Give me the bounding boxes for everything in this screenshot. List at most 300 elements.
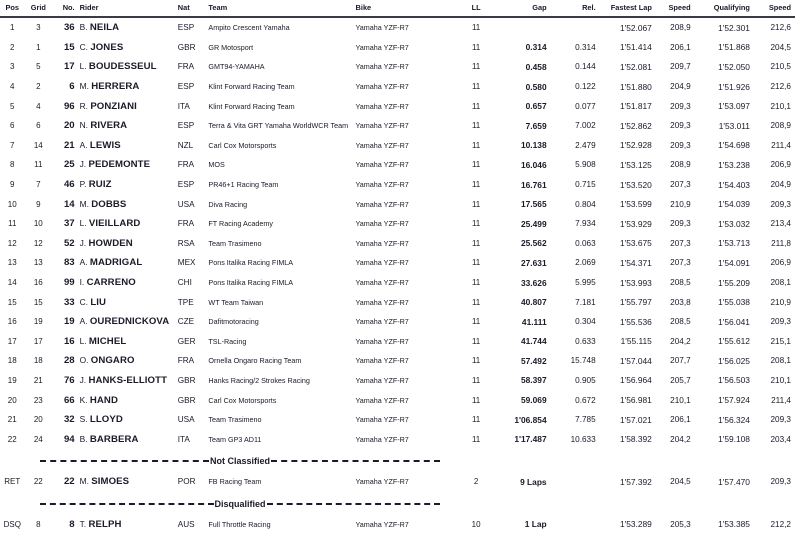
table-row[interactable]: [0, 57, 795, 77]
cell-fastest-lap: 1'52.862: [619, 120, 652, 131]
cell-gap: 27.631: [520, 257, 547, 268]
cell-fastest-lap: 1'53.993: [619, 277, 652, 288]
cell-fastest-lap: 1'53.125: [619, 159, 652, 170]
table-row[interactable]: [0, 136, 795, 156]
cell-qualifying: 1'53.713: [718, 238, 750, 249]
cell-speed-race: 209,3: [670, 219, 691, 229]
cell-rel: 0.304: [575, 317, 596, 327]
cell-fastest-lap: 1'52.067: [619, 22, 652, 33]
cell-rel: 0.804: [575, 199, 596, 209]
cell-bike: Yamaha YZF-R7: [355, 199, 409, 209]
cell-bike: Yamaha YZF-R7: [355, 219, 409, 229]
cell-gap: 1'17.487: [514, 434, 547, 445]
rider-initial: J.: [79, 374, 89, 385]
cell-nationality: ITA: [177, 101, 190, 111]
rider-surname: CARRENO: [86, 277, 136, 289]
cell-qualifying: 1'55.209: [718, 277, 750, 288]
cell-speed-race: 207,3: [670, 180, 691, 190]
cell-bike: Yamaha YZF-R7: [355, 238, 409, 248]
cell-fastest-lap: 1'58.392: [619, 434, 652, 445]
cell-gap: 0.657: [525, 101, 547, 112]
rider-surname: MADRIGAL: [89, 257, 143, 269]
cell-position: 1: [10, 23, 15, 33]
cell-fastest-lap: 1'52.928: [619, 140, 652, 151]
cell-nationality: GBR: [177, 375, 196, 385]
column-header-speed-race[interactable]: Speed: [668, 3, 691, 12]
rider-surname: HERRERA: [91, 81, 140, 93]
cell-rider: [77, 253, 178, 273]
cell-laps-led: 11: [471, 238, 481, 248]
cell-grid: 3: [36, 23, 41, 33]
cell-team: Carl Cox Motorsports: [208, 395, 277, 405]
rider-initial: K.: [79, 394, 90, 405]
cell-bike: Yamaha YZF-R7: [355, 23, 409, 33]
column-header-grid[interactable]: Grid: [30, 3, 46, 12]
cell-speed-race: 204,9: [670, 82, 691, 92]
cell-number: 28: [63, 355, 75, 367]
cell-number: 33: [63, 296, 75, 308]
cell-nationality: ESP: [177, 23, 195, 33]
cell-grid: 7: [36, 180, 41, 190]
cell-speed-race: 203,8: [670, 297, 691, 307]
cell-bike: Yamaha YZF-R7: [355, 62, 409, 72]
rider-initial: B.: [79, 22, 90, 33]
cell-rider: [77, 116, 178, 136]
cell-nationality: CHI: [177, 278, 192, 288]
column-header-qualifying[interactable]: Qualifying: [713, 3, 750, 12]
column-header-fastest-lap[interactable]: Fastest Lap: [610, 3, 652, 12]
column-header-ll[interactable]: LL: [471, 3, 481, 12]
table-row[interactable]: [0, 515, 795, 534]
cell-bike: Yamaha YZF-R7: [355, 140, 409, 150]
column-header-number[interactable]: No.: [62, 3, 75, 12]
cell-rel: 0.672: [575, 395, 596, 405]
table-row[interactable]: [0, 292, 795, 312]
cell-speed-qual: 206,9: [770, 258, 791, 268]
cell-speed-qual: 204,5: [770, 42, 791, 52]
rider-surname: RUIZ: [88, 179, 112, 191]
cell-team: GR Motosport: [208, 42, 254, 52]
cell-grid: 24: [33, 434, 43, 444]
cell-fastest-lap: 1'54.371: [619, 257, 652, 268]
cell-speed-race: 210,1: [670, 395, 691, 405]
cell-bike: Yamaha YZF-R7: [355, 317, 409, 327]
cell-speed-qual: 208,1: [770, 278, 791, 288]
cell-gap: 17.565: [520, 199, 547, 210]
cell-fastest-lap: 1'55.797: [619, 297, 652, 308]
cell-speed-qual: 210,5: [770, 62, 791, 72]
rider-initial: L.: [79, 335, 89, 346]
cell-qualifying: 1'56.324: [718, 414, 750, 425]
cell-number: 32: [63, 414, 75, 426]
cell-gap: 0.458: [525, 61, 547, 72]
cell-qualifying: 1'54.698: [718, 140, 750, 151]
table-header: [0, 0, 795, 17]
cell-rel: 0.314: [575, 42, 596, 52]
cell-number: 15: [63, 41, 75, 53]
cell-qualifying: 1'53.011: [718, 120, 750, 131]
cell-gap: 16.761: [520, 179, 547, 190]
table-row[interactable]: [0, 253, 795, 273]
cell-grid: 23: [33, 395, 43, 405]
cell-bike: Yamaha YZF-R7: [355, 434, 409, 444]
cell-team: Diva Racing: [208, 199, 248, 209]
rider-surname: LLOYD: [89, 414, 123, 426]
table-row[interactable]: [0, 273, 795, 293]
cell-grid: 6: [36, 121, 41, 131]
table-row[interactable]: [0, 155, 795, 175]
cell-number: 6: [69, 81, 75, 93]
rider-initial: N.: [79, 120, 91, 131]
cell-team: TSL-Racing: [208, 336, 247, 346]
cell-nationality: FRA: [177, 356, 195, 366]
cell-laps-led: 11: [471, 297, 481, 307]
rider-initial: P.: [79, 179, 89, 190]
cell-nationality: ITA: [177, 434, 190, 444]
cell-speed-qual: 212,6: [770, 82, 791, 92]
rider-surname: DOBBS: [91, 198, 127, 210]
cell-rel: 7.181: [575, 297, 596, 307]
cell-laps-led: 11: [471, 199, 481, 209]
table-row[interactable]: [0, 429, 795, 449]
cell-gap: 59.069: [520, 395, 547, 406]
cell-gap: 40.807: [520, 297, 547, 308]
cell-nationality: USA: [177, 415, 195, 425]
cell-position: 6: [10, 121, 15, 131]
cell-nationality: USA: [177, 199, 195, 209]
cell-fastest-lap: 1'57.392: [619, 476, 652, 487]
cell-position: 4: [10, 82, 15, 92]
cell-fastest-lap: 1'53.675: [619, 238, 652, 249]
cell-position: 7: [10, 140, 15, 150]
rider-initial: A.: [79, 316, 90, 327]
column-header-speed-qual[interactable]: Speed: [768, 3, 791, 12]
cell-rel: 5.908: [575, 160, 596, 170]
rider-surname: ONGARO: [90, 355, 135, 367]
cell-laps-led: 10: [471, 519, 481, 529]
cell-grid: 5: [36, 62, 41, 72]
cell-position: 3: [10, 62, 15, 72]
column-header-team[interactable]: Team: [208, 3, 228, 12]
cell-team: Team Trasimeno: [208, 238, 262, 248]
cell-rel: 7.002: [575, 121, 596, 131]
cell-position: 12: [7, 238, 17, 248]
cell-qualifying: 1'53.097: [718, 101, 750, 112]
column-header-gap[interactable]: Gap: [532, 3, 547, 12]
cell-position: 9: [10, 180, 15, 190]
cell-bike: Yamaha YZF-R7: [355, 101, 409, 111]
cell-gap: 1 Lap: [524, 519, 547, 530]
cell-laps-led: 11: [471, 434, 481, 444]
cell-nationality: NZL: [177, 140, 194, 150]
cell-speed-race: 206,1: [670, 415, 691, 425]
table-row[interactable]: [0, 194, 795, 214]
rider-surname: LIU: [90, 296, 107, 308]
cell-fastest-lap: 1'53.929: [619, 218, 652, 229]
cell-team: MOS: [208, 160, 225, 170]
cell-laps-led: 2: [473, 477, 479, 487]
cell-fastest-lap: 1'56.981: [619, 395, 652, 406]
cell-grid: 8: [36, 519, 41, 529]
cell-team: FB Racing Team: [208, 477, 262, 487]
column-header-bike[interactable]: Bike: [355, 3, 372, 12]
cell-position: 8: [10, 160, 15, 170]
cell-team: Pons Italika Racing FIMLA: [208, 278, 294, 288]
cell-fastest-lap: 1'53.289: [619, 519, 652, 530]
table-row[interactable]: [0, 96, 795, 116]
cell-laps-led: 11: [471, 82, 481, 92]
cell-position: 18: [7, 356, 17, 366]
cell-qualifying: 1'54.091: [718, 257, 750, 268]
cell-laps-led: 11: [471, 121, 481, 131]
cell-speed-qual: 212,2: [770, 519, 791, 529]
cell-number: 37: [63, 218, 75, 230]
cell-rel: 0.122: [575, 82, 596, 92]
cell-team: Team GP3 AD11: [208, 434, 262, 444]
cell-rel: 5.995: [575, 278, 596, 288]
cell-rider: [77, 17, 178, 38]
cell-qualifying: 1'55.038: [718, 297, 750, 308]
cell-team: Terra & Vita GRT Yamaha WorldWCR Team: [208, 121, 349, 131]
cell-fastest-lap: 1'52.081: [619, 61, 652, 72]
table-row[interactable]: [0, 38, 795, 58]
table-row[interactable]: [0, 351, 795, 371]
cell-laps-led: 11: [471, 278, 481, 288]
cell-laps-led: 11: [471, 395, 481, 405]
rider-initial: A.: [79, 257, 90, 268]
cell-fastest-lap: 1'51.880: [619, 81, 652, 92]
cell-grid: 2: [36, 82, 41, 92]
table-row[interactable]: [0, 214, 795, 234]
cell-number: 19: [63, 316, 75, 328]
cell-speed-race: 207,7: [670, 356, 691, 366]
cell-rider: [77, 136, 178, 156]
column-header-nat[interactable]: Nat: [177, 3, 190, 12]
cell-gap: 16.046: [520, 159, 547, 170]
rider-initial: T.: [79, 518, 89, 529]
rider-surname: SIMOES: [91, 476, 130, 488]
rider-surname: BARBERA: [89, 433, 139, 445]
cell-grid: 19: [33, 317, 43, 327]
cell-fastest-lap: 1'57.021: [619, 414, 652, 425]
cell-speed-qual: 208,1: [770, 356, 791, 366]
rider-initial: C.: [79, 41, 91, 52]
rider-surname: NEILA: [89, 22, 120, 34]
rider-surname: PEDEMONTE: [88, 159, 151, 171]
cell-rider: [77, 57, 178, 77]
cell-rider: [77, 332, 178, 352]
cell-fastest-lap: 1'55.115: [620, 336, 652, 347]
cell-rider: [77, 429, 178, 449]
rider-surname: RIVERA: [90, 120, 128, 132]
rider-initial: C.: [79, 296, 91, 307]
cell-nationality: MEX: [177, 258, 196, 268]
cell-nationality: FRA: [177, 160, 195, 170]
separator-not-classified: [0, 449, 795, 472]
column-header-rel[interactable]: Rel.: [582, 3, 596, 12]
separator-dash-right: [271, 460, 440, 462]
cell-rider: [77, 234, 178, 254]
cell-qualifying: 1'56.041: [718, 316, 750, 327]
cell-laps-led: 11: [471, 375, 481, 385]
cell-nationality: RSA: [177, 238, 195, 248]
cell-gap: [489, 17, 546, 38]
cell-number: 25: [63, 159, 75, 171]
cell-rider: [77, 38, 178, 58]
cell-qualifying: 1'53.385: [718, 519, 750, 530]
cell-bike: Yamaha YZF-R7: [355, 477, 409, 487]
cell-bike: Yamaha YZF-R7: [355, 356, 409, 366]
cell-team: Klint Forward Racing Team: [208, 82, 295, 92]
rider-initial: J.: [79, 159, 89, 170]
cell-position: RET: [4, 477, 21, 487]
separator-not-classified-cell: [0, 449, 795, 472]
cell-qualifying: 1'57.924: [718, 395, 750, 406]
rider-initial: I.: [79, 277, 87, 288]
rider-surname: LEWIS: [89, 139, 121, 151]
cell-number: 46: [63, 179, 75, 191]
cell-laps-led: 11: [471, 160, 481, 170]
cell-number: 76: [63, 374, 75, 386]
cell-nationality: POR: [177, 477, 196, 487]
cell-speed-qual: 211,4: [771, 140, 791, 150]
rider-initial: L.: [79, 218, 89, 229]
cell-bike: Yamaha YZF-R7: [355, 278, 409, 288]
cell-position: 2: [10, 42, 15, 52]
cell-position: 11: [8, 219, 17, 229]
cell-qualifying: 1'54.039: [718, 199, 750, 210]
cell-grid: 13: [33, 258, 43, 268]
rider-surname: HOWDEN: [88, 237, 133, 249]
cell-nationality: CZE: [177, 317, 195, 327]
cell-qualifying: 1'52.050: [718, 61, 750, 72]
cell-laps-led: 11: [471, 62, 481, 72]
cell-position: 13: [7, 258, 17, 268]
cell-position: 14: [7, 278, 17, 288]
separator-dash-left: [40, 460, 209, 462]
cell-rider: [77, 390, 178, 410]
cell-speed-qual: 209,3: [770, 477, 791, 487]
cell-speed-race: 210,9: [670, 199, 691, 209]
cell-number: 8: [69, 518, 75, 530]
cell-speed-race: 209,7: [670, 62, 691, 72]
cell-rider: [77, 96, 178, 116]
cell-number: 96: [63, 100, 75, 112]
cell-speed-race: 207,3: [670, 258, 691, 268]
cell-team: Pons Italika Racing FIMLA: [208, 258, 294, 268]
cell-fastest-lap: 1'55.536: [619, 316, 652, 327]
cell-position: 20: [7, 395, 17, 405]
cell-rel: 0.077: [575, 101, 596, 111]
cell-laps-led: 11: [471, 317, 481, 327]
cell-position: 21: [7, 415, 17, 425]
cell-number: 16: [63, 335, 75, 347]
column-header-pos[interactable]: Pos: [5, 3, 20, 12]
table-row[interactable]: [0, 234, 795, 254]
cell-gap: 41.744: [520, 336, 547, 347]
cell-grid: 11: [34, 160, 43, 170]
cell-bike: Yamaha YZF-R7: [355, 180, 409, 190]
cell-gap: 9 Laps: [520, 476, 547, 487]
cell-fastest-lap: 1'51.817: [619, 101, 652, 112]
cell-qualifying: 1'54.403: [718, 179, 750, 190]
separator-disqualified-label: Disqualified: [214, 498, 266, 509]
cell-speed-race: 207,3: [670, 238, 691, 248]
rider-initial: L.: [79, 61, 89, 72]
separator-disqualified-cell: [0, 492, 795, 515]
cell-position: 22: [7, 434, 17, 444]
cell-grid: 16: [33, 278, 43, 288]
cell-position: 17: [7, 336, 17, 346]
cell-speed-qual: 212,6: [770, 23, 791, 33]
cell-qualifying: 1'53.238: [718, 159, 750, 170]
table-row[interactable]: [0, 410, 795, 430]
column-header-rider[interactable]: Rider: [79, 3, 99, 12]
table-row[interactable]: [0, 472, 795, 492]
cell-bike: Yamaha YZF-R7: [355, 297, 409, 307]
cell-rel: 0.633: [575, 336, 596, 346]
cell-bike: Yamaha YZF-R7: [355, 258, 409, 268]
separator-dash-left: [40, 503, 214, 505]
cell-number: 17: [63, 61, 75, 73]
cell-speed-race: 208,9: [670, 23, 691, 33]
cell-qualifying: 1'51.868: [718, 42, 750, 53]
cell-rel: [547, 17, 596, 38]
cell-speed-race: 209,3: [670, 101, 691, 111]
cell-speed-race: 204,2: [670, 434, 691, 444]
cell-speed-race: 209,3: [670, 140, 691, 150]
cell-number: 14: [63, 198, 75, 210]
cell-fastest-lap: 1'53.520: [619, 179, 652, 190]
cell-rider: [77, 77, 178, 97]
table-row[interactable]: [0, 371, 795, 391]
cell-rider: [77, 214, 178, 234]
cell-speed-race: 208,9: [670, 160, 691, 170]
cell-team: Full Throttle Racing: [208, 519, 271, 529]
cell-nationality: ESP: [177, 121, 195, 131]
rider-initial: A.: [79, 139, 90, 150]
cell-bike: Yamaha YZF-R7: [355, 42, 409, 52]
table-row[interactable]: [0, 77, 795, 97]
cell-grid: 9: [36, 199, 41, 209]
header-row: [0, 0, 795, 17]
cell-gap: 10.138: [520, 140, 547, 151]
cell-number: 66: [63, 394, 75, 406]
cell-gap: 57.492: [520, 355, 547, 366]
cell-rider: [77, 515, 178, 534]
table-row[interactable]: [0, 116, 795, 136]
table-row[interactable]: [0, 332, 795, 352]
cell-qualifying: 1'51.926: [718, 81, 750, 92]
cell-number: 22: [63, 476, 75, 488]
cell-number: 99: [63, 277, 75, 289]
cell-rel: 10.633: [570, 434, 596, 444]
cell-number: 83: [63, 257, 75, 269]
rider-surname: HAND: [89, 394, 118, 406]
cell-speed-race: 204,5: [670, 477, 691, 487]
cell-nationality: ESP: [177, 82, 195, 92]
table-row[interactable]: [0, 390, 795, 410]
table-row[interactable]: [0, 312, 795, 332]
cell-gap: 58.397: [520, 375, 547, 386]
cell-grid: 14: [33, 140, 43, 150]
cell-gap: 25.562: [520, 238, 547, 249]
table-row[interactable]: [0, 17, 795, 38]
table-row[interactable]: [0, 175, 795, 195]
cell-laps-led: 11: [471, 140, 481, 150]
cell-grid: 18: [33, 356, 43, 366]
cell-fastest-lap: 1'51.414: [619, 42, 652, 53]
